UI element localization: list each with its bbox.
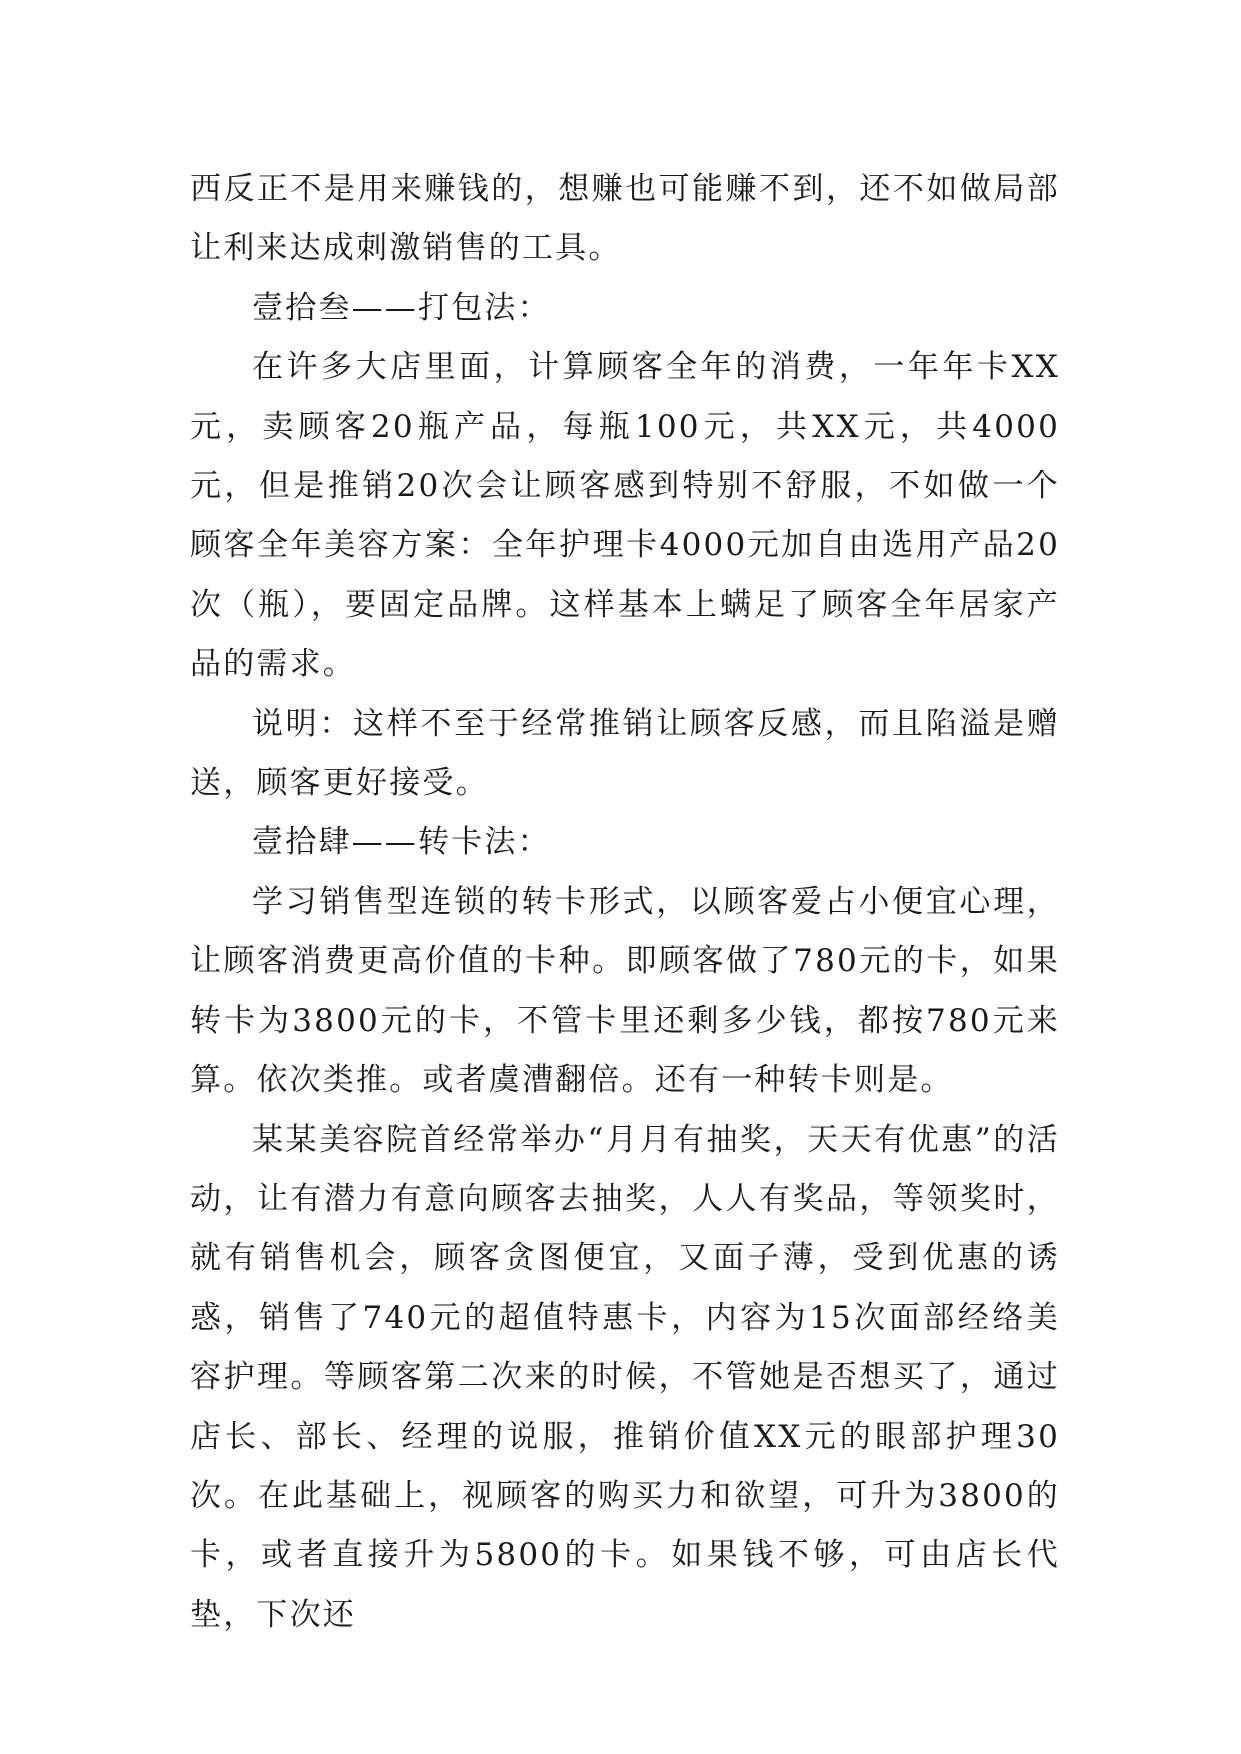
section-heading-14: 壹拾肆——转卡法： <box>252 824 551 861</box>
paragraph-card-transfer: 学习销售型连锁的转卡形式，以顾客爱占小便宜心理，让顾客消费更高价值的卡种。即顾客做了780元的卡，如果转卡为3800元的卡，不管卡里还剩多少钱，都按780元来算。依次类推。或者虞漕翻倍。还有一种转卡则是。 <box>190 883 1060 1099</box>
paragraph-example: 某某美容院首经常举办“月月有抽奖，天天有优惠”的活动，让有潜力有意向顾客去抽奖，人人有奖品，等领奖时，就有销售机会，顾客贪图便宜，又面子薄，受到优惠的诱惑，销售了740元的超值特惠卡，内容为15次面部经络美容护理。等顾客第二次来的时候，不管她是否想买了，通过店长、部长、经理的说服，推销价值XX元的眼部护理30次。在此基础上，视顾客的购买力和欲望，可升为3800的卡，或者直接升为5800的卡。如果钱不够，可由店长代垫，下次还 <box>190 1121 1060 1633</box>
paragraph-explanation: 说明：这样不至于经常推销让顾客反感，而且陷溢是赠送，顾客更好接受。 <box>190 705 1060 802</box>
paragraph-package-method: 在许多大店里面，计算顾客全年的消费，一年年卡XX元，卖顾客20瓶产品，每瓶100元，共XX元，共4000元，但是推销20次会让顾客感到特别不舒服，不如做一个顾客全年美容方案：全年护理卡4000元加自由选用产品20次（瓶），要固定品牌。这样基本上螨足了顾客全年居家产品的需求。 <box>190 349 1060 683</box>
document-body <box>190 160 1060 1645</box>
section-heading-13: 壹拾叁——打包法： <box>252 289 551 326</box>
paragraph-continuation: 西反正不是用来赚钱的，想赚也可能赚不到，还不如做局部让利来达成刺激销售的工具。 <box>190 171 1060 267</box>
